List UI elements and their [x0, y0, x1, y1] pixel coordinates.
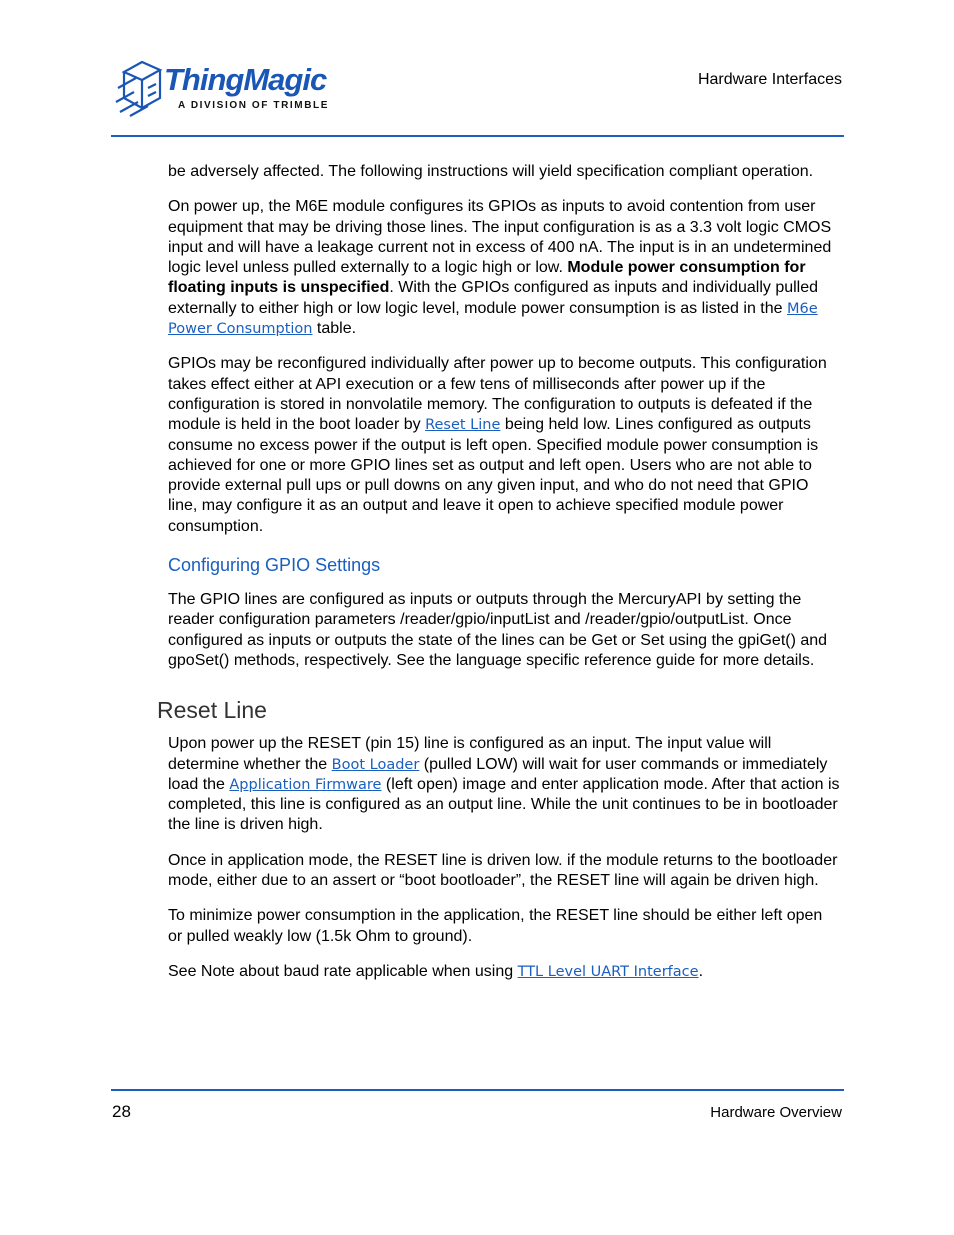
header-divider: [111, 135, 844, 137]
logo-cube-icon: [112, 58, 168, 122]
thingmagic-logo: [112, 58, 332, 122]
text: See Note about baud rate applicable when using: [168, 962, 518, 980]
text: GPIOs may be reconfigured individually after power up to become outputs. This configuration takes effect either at API execution or a few tens of milliseconds after power up if the configuration is stored in nonvolatile memory. The configuration to outputs is defeated if the module is held in the boot loader by: [168, 355, 827, 434]
bold-text: Module power consumption for floating inputs is unspecified: [168, 259, 806, 297]
link-m6e-power-consumption[interactable]: M6e Power Consumption: [168, 300, 818, 338]
section-heading-reset-line: Reset Line: [157, 697, 267, 724]
page-number: 28: [112, 1102, 131, 1121]
text: (left open) image and enter application mode. After that action is completed, this line is configured as an output line. While the unit continues to be in bootloader the line is driven high.: [168, 775, 840, 834]
logo-subtitle: A DIVISION OF TRIMBLE: [178, 100, 330, 111]
paragraph-reset-power-up: [168, 734, 840, 835]
text: table.: [312, 320, 357, 338]
paragraph-application-mode: Once in application mode, the RESET line is driven low. if the module returns to the bootloader mode, either due to an assert or “boot bootloader”, the RESET line will again be driven high.: [168, 851, 838, 890]
subheading-configuring-gpio: Configuring GPIO Settings: [168, 555, 381, 576]
text: .: [698, 962, 704, 980]
text: (pulled LOW) will wait for user commands or immediately load the: [168, 755, 828, 793]
paragraph-gpio-outputs: [168, 354, 840, 537]
text: Upon power up the RESET (pin 15) line is configured as an input. The input value will determine whether the: [168, 735, 772, 773]
link-reset-line[interactable]: Reset Line: [425, 417, 501, 434]
footer-section-title: Hardware Overview: [710, 1104, 842, 1121]
paragraph-baud-note: [168, 962, 840, 982]
link-boot-loader[interactable]: Boot Loader: [331, 756, 420, 773]
text: . With the GPIOs configured as inputs and individually pulled externally to either high or low logic level, module power consumption is as listed in the: [168, 279, 819, 317]
footer-divider: [111, 1089, 844, 1091]
paragraph-minimize-power: To minimize power consumption in the application, the RESET line should be either left open or pulled weakly low (1.5k Ohm to ground).: [168, 907, 823, 945]
link-ttl-uart-interface[interactable]: TTL Level UART Interface: [517, 963, 699, 980]
page-content: [157, 162, 840, 997]
link-application-firmware[interactable]: Application Firmware: [229, 776, 382, 793]
text: being held low. Lines configured as outputs consume no excess power if the output is left open. Specified module power consumption is achieved for one or more GPIO lines set as output and left open. Users who are not able to provide external pull ups or pull downs on any given input, and who do not need that GPIO line, may configure it as an output and leave it open to achieve specified module power consumption.: [168, 416, 819, 535]
text: On power up, the M6E module configures its GPIOs as inputs to avoid contention from user equipment that may be driving those lines. The input configuration is as a 3.3 volt logic CMOS input and will have a leakage current not in excess of 400 nA. The input is in an undetermined logic level unless pulled externally to a logic high or low.: [168, 198, 832, 277]
header-section-title: Hardware Interfaces: [697, 71, 842, 88]
paragraph-power-up: [168, 197, 840, 339]
paragraph-gpio-config: The GPIO lines are configured as inputs or outputs through the MercuryAPI by setting the reader configuration parameters /reader/gpio/inputList and /reader/gpio/outputList. Once configured as inputs or outputs the state of the lines can be Get or Set using the gpiGet() and gpoSet() methods, respectively. See the language specific reference guide for more details.: [168, 591, 828, 669]
paragraph-continuation: be adversely affected. The following instructions will yield specification compliant operation.: [168, 163, 814, 180]
logo-name: ThingMagic: [164, 62, 327, 97]
